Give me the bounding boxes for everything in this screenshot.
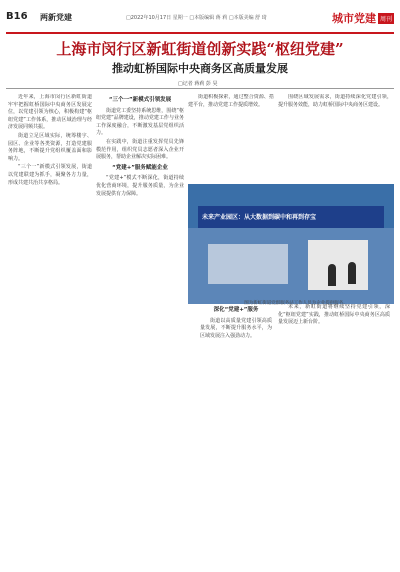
paragraph: 在实践中，街道注重发挥党员先锋模范作用，组织党员志愿者深入企业开展服务，帮助企业解决实际困难。 bbox=[96, 138, 184, 161]
section-title: 两新党建 bbox=[40, 13, 72, 22]
brand-tag: 周刊 bbox=[378, 13, 394, 24]
photo-person bbox=[328, 264, 336, 286]
paragraph: “党建+”模式不断深化，街道持续优化营商环境，提升服务质量，为企业发展提供有力保障。 bbox=[96, 175, 184, 197]
column-6 bbox=[278, 304, 390, 564]
photo-banner-text: 未来产业园区：从大数据到碳中和再到存宝 bbox=[202, 214, 317, 221]
paragraph: 街道积极探索，通过整合资源、搭建平台，推动党建工作提质增效。 bbox=[188, 94, 274, 108]
photo-person bbox=[348, 262, 356, 284]
headline: 上海市闵行区新虹街道创新实践“枢纽党建” bbox=[56, 40, 344, 58]
header-rule bbox=[6, 32, 394, 34]
photo-booth bbox=[208, 244, 288, 284]
paragraph: 街道立足区域实际，统筹楼宇、园区、企业等各类资源，打造党建服务阵地，不断提升党组织覆盖面和影响力。 bbox=[8, 132, 92, 162]
brand-logo: 城市党建 bbox=[332, 12, 376, 25]
paragraph: 街道以高质量党建引领高质量发展，不断提升服务水平，为区域发展注入强劲动力。 bbox=[200, 317, 272, 339]
issue-meta: □2022年10月17日 星期一 □本版编辑 蒋 莉 □本版美编 舒 琦 bbox=[126, 15, 267, 21]
paragraph: “三个一”新模式引领发展，街道以党建联建为抓手，凝聚各方力量，形成共建共治共享格局。 bbox=[8, 164, 92, 186]
photo-caption: 图为新虹街道党群服务站工作人员为企业提供服务。 bbox=[244, 301, 348, 306]
paragraph: 近年来，上海市闵行区新虹街道牢牢把握虹桥国际中央商务区发展定位，以党建引领为核心，积极构建“枢纽党建”工作体系，推动区域治理与经济发展同频共振。 bbox=[8, 94, 92, 131]
section-subhead: “党建+”服务赋能企业 bbox=[112, 164, 168, 171]
paragraph: 围绕区域发展需求，街道持续深化党建引领，提升服务效能，助力虹桥国际中央商务区建设。 bbox=[278, 94, 392, 108]
column-4 bbox=[278, 94, 392, 188]
page-header bbox=[6, 8, 394, 30]
news-photo bbox=[188, 184, 394, 304]
column-3 bbox=[188, 94, 274, 188]
section-subhead: 深化“党建+”服务 bbox=[213, 307, 259, 313]
column-2 bbox=[96, 94, 184, 564]
column-5 bbox=[200, 304, 272, 564]
subheadline: 推动虹桥国际中央商务区高质量发展 bbox=[112, 62, 288, 75]
byline: □记者 蒋莉 彭 昊 bbox=[178, 81, 218, 87]
section-code: B16 bbox=[6, 11, 28, 22]
column-1 bbox=[8, 94, 92, 564]
photo-desk bbox=[308, 240, 368, 290]
paragraph: 未来，新虹街道将继续坚持党建引领，深化“枢纽党建”实践，推动虹桥国际中央商务区高质量发展迈上新台阶。 bbox=[278, 304, 390, 326]
paragraph: 街道党工委坚持系统思维，围绕“枢纽党建”品牌建设，推动党建工作与业务工作深度融合，不断激发基层党组织活力。 bbox=[96, 107, 184, 137]
divider bbox=[6, 88, 394, 89]
section-subhead: “三个一”新模式引领发展 bbox=[108, 97, 172, 103]
